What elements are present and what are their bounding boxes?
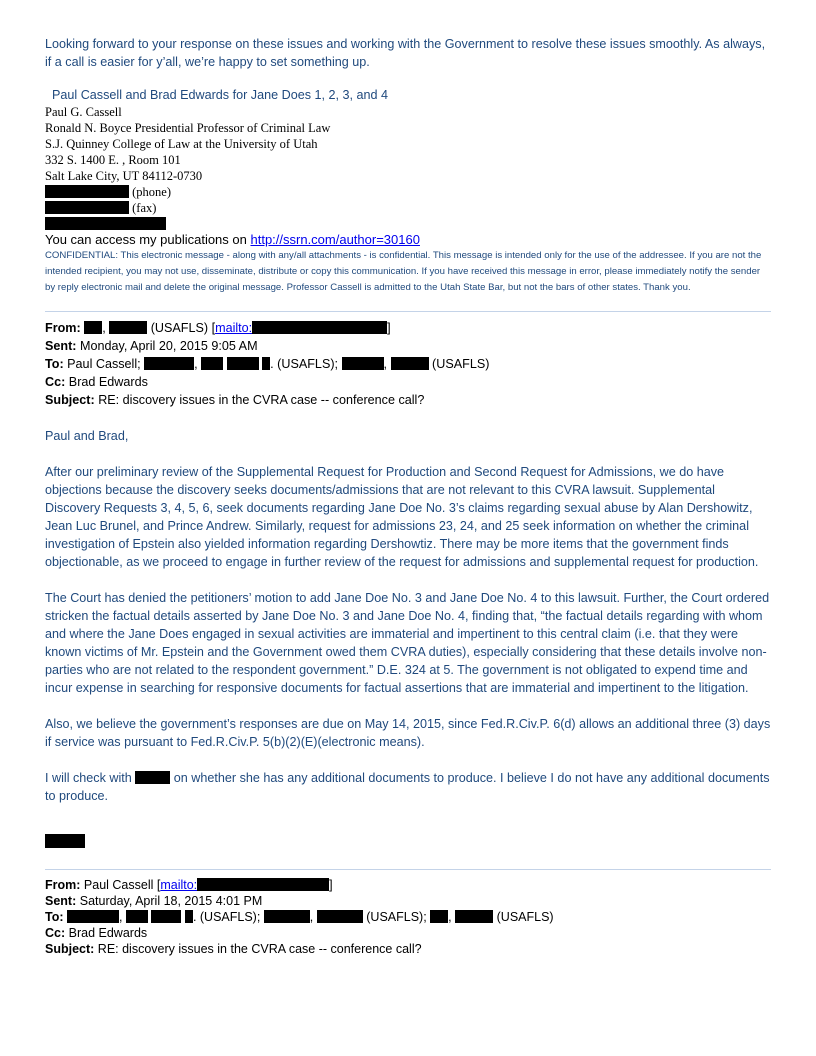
redaction-box <box>45 201 129 214</box>
redaction-box <box>262 357 270 370</box>
close-bracket: ] <box>329 878 333 892</box>
redaction-box <box>252 321 387 334</box>
mailto-link[interactable]: mailto: <box>215 321 253 335</box>
cc-value: Brad Edwards <box>68 375 148 389</box>
to-label: To: <box>45 357 64 371</box>
redaction-box <box>45 185 129 198</box>
redaction-box <box>45 217 166 230</box>
signature-block <box>45 104 771 296</box>
redaction-box <box>201 357 223 370</box>
publications-link[interactable]: http://ssrn.com/author=30160 <box>250 232 420 247</box>
intro-paragraph: Looking forward to your response on these issues and working with the Government to resolve these issues smoothly. As always, if a call is easier for y’all, we’re happy to set something up. <box>45 37 766 69</box>
to-org: . (USAFLS); <box>192 910 261 924</box>
email-paragraph-4 <box>45 769 771 805</box>
paragraph-text: on whether she has any additional documents to produce. I believe I do not have any additional documents to produce. <box>45 771 770 803</box>
sent-line <box>45 337 771 355</box>
subject-line <box>45 391 771 409</box>
email-paragraph-2: The Court has denied the petitioners’ motion to add Jane Doe No. 3 and Jane Doe No. 4 to this lawsuit. Further, the Court ordered stricken the factual details asserted by Jane Doe No. 3 and Jane Doe No. 4, finding that, “the factual details regarding with whom and where the Jane Does engaged in sexual activities are immaterial and impertinent to this central claim (i.e. that they were known victims of Mr. Epstein and the Government owed them CVRA duties), especially considering that these details involve non-parties who are not related to the respondent government.” D.E. 324 at 5. The government is not obligated to expend time and incur expense in searching for responsive documents for factual assertions that are immaterial and impertinent to the litigation. <box>45 591 770 695</box>
signature-header: Paul Cassell and Brad Edwards for Jane Does 1, 2, 3, and 4 <box>52 88 389 102</box>
redaction-box <box>84 321 102 334</box>
signature-address-line-1: 332 S. 1400 E. , Room 101 <box>45 153 181 167</box>
redaction-box <box>197 878 329 891</box>
email-header-1 <box>45 319 771 409</box>
sent-value: Saturday, April 18, 2015 4:01 PM <box>79 894 263 908</box>
to-line <box>45 355 771 373</box>
from-label: From: <box>45 321 81 335</box>
confidentiality-notice: CONFIDENTIAL: This electronic message - along with any/all attachments - is confidential. This message is intended only for the use of the addressee. If you are not the intended recipient, you may not use, disseminate, distribute or copy this communication. If you have received this message in error, please immediately notify the sender by reply electronic mail and delete the original message. Professor Cassell is admitted to the Utah State Bar, but not the bars of other states. Thank you. <box>45 250 762 293</box>
cc-value: Brad Edwards <box>68 926 148 940</box>
to-org: (USAFLS) <box>496 910 554 924</box>
publications-line <box>45 232 771 248</box>
to-org: (USAFLS) <box>432 357 490 371</box>
close-bracket: ] <box>387 321 391 335</box>
email-paragraph-3: Also, we believe the government’s responses are due on May 14, 2015, since Fed.R.Civ.P. 6(d) allows an additional three (3) days if service was pursuant to Fed.R.Civ.P. 5(b)(2)(E)(electronic means). <box>45 717 771 749</box>
cc-label: Cc: <box>45 375 66 389</box>
redaction-box <box>67 910 119 923</box>
to-label: To: <box>45 910 64 924</box>
to-org: (USAFLS); <box>366 910 427 924</box>
to-line <box>45 909 771 925</box>
redaction-box <box>185 910 193 923</box>
signature-redaction <box>45 834 85 848</box>
phone-label: (phone) <box>132 185 171 199</box>
from-line <box>45 319 771 337</box>
signature-email <box>45 216 771 232</box>
publications-prefix: You can access my publications on <box>45 232 251 247</box>
comma: , <box>102 321 106 335</box>
redaction-box <box>317 910 363 923</box>
redaction-box <box>227 357 259 370</box>
fax-label: (fax) <box>132 201 157 215</box>
signature-name: Paul G. Cassell <box>45 105 122 119</box>
redaction-box <box>109 321 147 334</box>
redaction-box <box>144 357 194 370</box>
email-greeting: Paul and Brad, <box>45 429 129 443</box>
sent-value: Monday, April 20, 2015 9:05 AM <box>79 339 258 353</box>
comma: , <box>309 910 314 924</box>
signature-title: Ronald N. Boyce Presidential Professor of Criminal Law <box>45 121 331 135</box>
divider <box>45 311 771 312</box>
from-line <box>45 877 771 893</box>
sent-label: Sent: <box>45 339 77 353</box>
to-org: . (USAFLS); <box>270 357 339 371</box>
redaction-box <box>264 910 310 923</box>
redaction-box <box>455 910 493 923</box>
comma: , <box>194 357 198 371</box>
subject-label: Subject: <box>45 942 95 956</box>
subject-line <box>45 941 771 957</box>
redaction-box <box>126 910 148 923</box>
mailto-link[interactable]: mailto: <box>160 878 198 892</box>
cc-label: Cc: <box>45 926 66 940</box>
email-paragraph-1: After our preliminary review of the Supplemental Request for Production and Second Request for Admissions, we do have objections because the discovery seeks documents/admissions that are not relevant to this CVRA lawsuit. Supplemental Discovery Requests 3, 4, 5, 6, seek documents regarding Jane Doe No. 3’s claims regarding sexual abuse by Alan Dershowitz, Jean Luc Brunel, and Prince Andrew. Similarly, request for admissions 23, 24, and 25 seek information on whether the criminal investigation of Epstein also yielded information regarding Dershowtiz. There may be more items that the government finds objectionable, as we proceed to engage in further review of the request for admissions and supplemental request for production. <box>45 465 759 569</box>
signature-phone <box>45 184 771 200</box>
to-recipient: Paul Cassell; <box>67 357 141 371</box>
sent-label: Sent: <box>45 894 77 908</box>
redaction-box <box>151 910 181 923</box>
signature-school: S.J. Quinney College of Law at the University of Utah <box>45 137 318 151</box>
from-value: Paul Cassell [ <box>83 878 161 892</box>
cc-line <box>45 925 771 941</box>
subject-value: RE: discovery issues in the CVRA case -- conference call? <box>97 942 422 956</box>
redaction-box <box>135 771 170 784</box>
subject-label: Subject: <box>45 393 95 407</box>
email-header-2 <box>45 877 771 957</box>
cc-line <box>45 373 771 391</box>
redaction-box <box>430 910 448 923</box>
from-org: (USAFLS) [ <box>150 321 216 335</box>
signature-address-line-2: Salt Lake City, UT 84112-0730 <box>45 169 203 183</box>
paragraph-text: I will check with <box>45 771 136 785</box>
sent-line <box>45 893 771 909</box>
email-document <box>45 35 771 957</box>
divider <box>45 869 771 870</box>
from-label: From: <box>45 878 81 892</box>
comma: , <box>119 910 123 924</box>
subject-value: RE: discovery issues in the CVRA case -- conference call? <box>98 393 425 407</box>
comma: , <box>383 357 388 371</box>
redaction-box <box>391 357 429 370</box>
redaction-box <box>342 357 384 370</box>
signature-fax <box>45 200 771 216</box>
comma: , <box>448 910 452 924</box>
